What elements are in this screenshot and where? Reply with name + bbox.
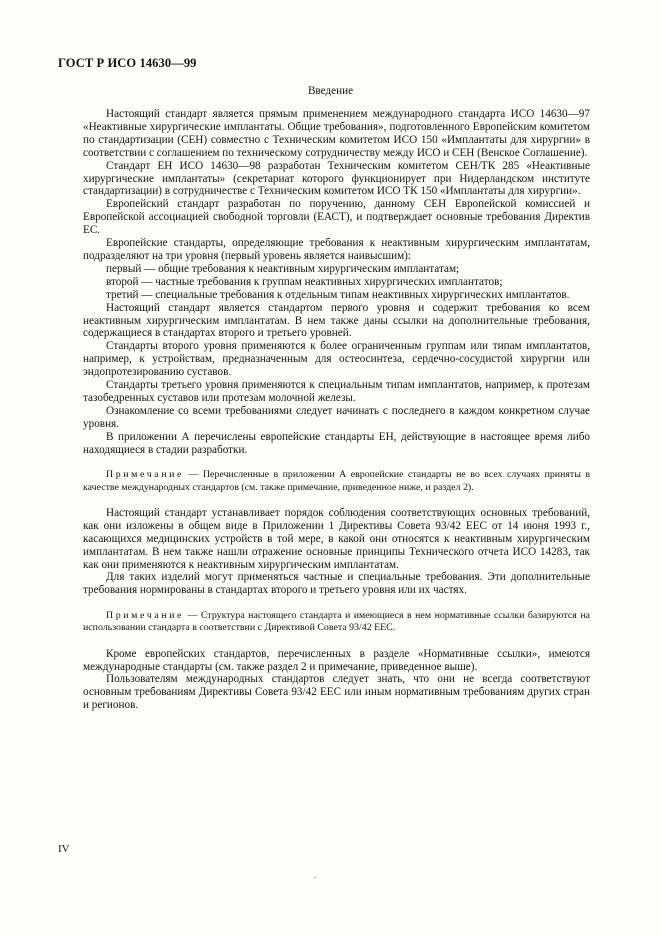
paragraph: Настоящий стандарт устанавливает порядок соблюдения соответствующих основных требований, как они изложены в общем виде в Приложении 1 Директивы Совета 93/42 ЕЕС от 14 июня 1993 г., касающихся медицинских устройств в той мере, в какой они относятся к неактивным хирургическим имплантатам. В нем также нашли отражение основные принципы Технического отчета ИСО 14283, так как они применяются к неактивным хирургическим имплантатам.	[83, 506, 590, 571]
note-text: — Перечисленные в приложении А европейские стандарты не во всех случаях приняты в качестве международных стандартов (см. также примечание, приведенное ниже, и раздел 2).	[83, 469, 590, 493]
paragraph: Пользователям международных стандартов следует знать, что они не всегда соответствуют основным требованиям Директивы Совета 93/42 ЕЕС или иным нормативным требованиям других стран и регионов.	[83, 673, 590, 712]
paragraph: Европейские стандарты, определяющие требования к неактивным хирургическим имплантатам, подразделяют на три уровня (первый уровень является наивысшим):	[83, 237, 590, 262]
paragraph: В приложении А перечислены европейские стандарты ЕН, действующие в настоящее время либо находящиеся в стадии разработки.	[83, 430, 590, 456]
paragraph: второй — частные требования к группам неактивных хирургических имплантатов;	[106, 275, 503, 288]
paragraph: Европейский стандарт разработан по поручению, данному СЕН Европейской комиссией и Европейской ассоциацией свободной торговли (ЕАСТ), и подтверждает основные требования Директив ЕС.	[83, 198, 590, 237]
note-label: Примечание	[106, 469, 185, 481]
note	[83, 610, 590, 634]
document-body	[83, 108, 590, 712]
paragraph: Стандарты второго уровня применяются к более ограниченным группам или типам имплантатов, например, к устройствам, предназначенным для остеосинтеза, сердечно-сосудистой хирургии или эндопротезированию суставов.	[83, 340, 590, 379]
paragraph: Настоящий стандарт является прямым применением международного стандарта ИСО 14630—97 «Неактивные хирургические имплантаты. Общие требования», подготовленного Европейским комитетом по стандартизации (СЕН) совместно с Техническим комитетом ИСО 150 «Имплантаты для хирургии» в соответствии с соглашением по техническому сотрудничеству между ИСО и СЕН (Венское Соглашение).	[83, 108, 590, 159]
paragraph: третий — специальные требования к отдельным типам неактивных хирургических имплантатов.	[106, 288, 570, 301]
section-title: Введение	[307, 85, 354, 97]
page-number: IV	[58, 843, 70, 855]
document-code: ГОСТ Р ИСО 14630—99	[58, 56, 197, 70]
paragraph: Кроме европейских стандартов, перечисленных в разделе «Нормативные ссылки», имеются международные стандарты (см. также раздел 2 и примечание, приведенное выше).	[83, 647, 590, 673]
paragraph: Ознакомление со всеми требованиями следует начинать с последнего в каждом конкретном случае уровня.	[83, 404, 590, 430]
paragraph: Для таких изделий могут применяться частные и специальные требования. Эти дополнительные требования нормированы в стандартах второго и третьего уровня или их частях.	[83, 571, 590, 597]
footer-mark: -	[314, 873, 317, 882]
paragraph: Настоящий стандарт является стандартом первого уровня и содержит требования ко всем неактивным хирургическим имплантатам. В нем также даны ссылки на дополнительные требования, содержащиеся в стандартах второго и третьего уровней.	[83, 301, 590, 340]
note-label: Примечание	[106, 610, 185, 622]
note	[83, 469, 590, 493]
paragraph: Стандарт ЕН ИСО 14630—98 разработан Техническим комитетом СЕН/ТК 285 «Неактивные хирургические имплантаты» (секретариат которого функционирует при Нидерландском институте стандартизации) в сотрудничестве с Техническим комитетом ИСО ТК 150 «Имплантаты для хирургии».	[83, 159, 590, 198]
paragraph: Стандарты третьего уровня применяются к специальным типам имплантатов, например, к протезам тазобедренных суставов или протезам молочной железы.	[83, 379, 590, 404]
paragraph: первый — общие требования к неактивным хирургическим имплантатам;	[106, 262, 460, 275]
note-text: — Структура настоящего стандарта и имеющиеся в нем нормативные ссылки базируются на использовании стандарта в соответствии с Директивой Совета 93/42 ЕЕС.	[83, 610, 590, 634]
